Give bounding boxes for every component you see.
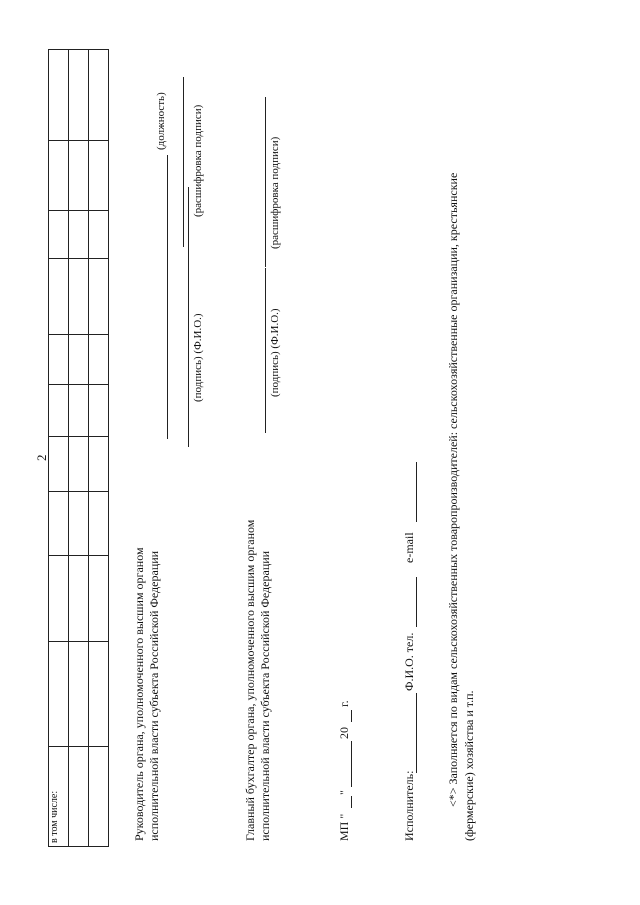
head-decoding-line [183, 77, 184, 247]
accountant-signature-line [265, 268, 266, 433]
table-cell [89, 747, 109, 847]
table-cell [49, 642, 69, 747]
table-cell [89, 556, 109, 642]
table-cell [69, 747, 89, 847]
table-cell [49, 50, 69, 141]
table-cell [49, 385, 69, 437]
table-cell [89, 211, 109, 259]
table-cell [89, 259, 109, 335]
table-row [89, 50, 109, 847]
footnote-line1: <*> Заполняется по видам сельскохозяйственных товаропроизводителей: сельскохозяйственные организации, крестьянские [446, 172, 460, 807]
accountant-signature-caption: (подпись) (Ф.И.О.) [269, 308, 281, 397]
head-title-line1: Руководитель органа, уполномоченного высшим органом [132, 547, 146, 841]
table-cell [49, 556, 69, 642]
accountant-title-line1: Главный бухгалтер органа, уполномоченного высшим органом [243, 519, 257, 841]
table-cell [69, 492, 89, 556]
year-line [351, 710, 352, 722]
accountant-decoding-caption: (расшифровка подписи) [269, 136, 281, 249]
table-cell [69, 259, 89, 335]
table-cell [49, 259, 69, 335]
year-suffix: г. [337, 700, 351, 707]
executor-phone-line [416, 577, 417, 627]
head-signature-caption: (подпись) (Ф.И.О.) [192, 313, 204, 402]
table-cell [69, 211, 89, 259]
year-prefix: 20 [337, 727, 351, 739]
table-cell [49, 211, 69, 259]
table-cell [69, 556, 89, 642]
head-title-line2: исполнительной власти субъекта Российской Федерации [147, 550, 161, 841]
stamp-mp: МП " [337, 813, 351, 841]
table-cell [89, 492, 109, 556]
table-cell [69, 642, 89, 747]
table-cell [69, 437, 89, 492]
data-table [48, 49, 109, 847]
table-cell [89, 385, 109, 437]
table-cell [69, 141, 89, 211]
position-caption: (должность) [155, 92, 167, 150]
table-cell-label: в том числе: [49, 747, 69, 847]
page-number: 2 [34, 454, 49, 461]
table-cell [49, 335, 69, 385]
head-signature-line [188, 187, 189, 447]
head-decoding-caption: (расшифровка подписи) [192, 104, 204, 217]
table-cell [69, 335, 89, 385]
accountant-title-line2: исполнительной власти субъекта Российской Федерации [258, 550, 272, 841]
accountant-decoding-line [265, 97, 266, 267]
executor-label: Исполнитель: [402, 770, 416, 841]
day-line [351, 796, 352, 808]
footnote-line2: (фермерские) хозяйства и т.п. [462, 690, 476, 841]
executor-name-line [416, 693, 417, 773]
table-cell [89, 437, 109, 492]
table-row [69, 50, 89, 847]
table-cell [89, 335, 109, 385]
table-cell [69, 385, 89, 437]
table-cell [49, 492, 69, 556]
table-cell [69, 50, 89, 141]
stamp-quote: " [337, 790, 351, 795]
executor-fio-tel: Ф.И.О. тел. [402, 632, 416, 691]
table-cell [89, 642, 109, 747]
executor-email-line [416, 462, 417, 522]
table-cell [89, 50, 109, 141]
position-line [167, 155, 168, 439]
table-cell [49, 437, 69, 492]
executor-email: e-mail [402, 532, 416, 563]
table-cell [89, 141, 109, 211]
month-line [351, 741, 352, 787]
table-cell [49, 141, 69, 211]
table-row [49, 50, 69, 847]
